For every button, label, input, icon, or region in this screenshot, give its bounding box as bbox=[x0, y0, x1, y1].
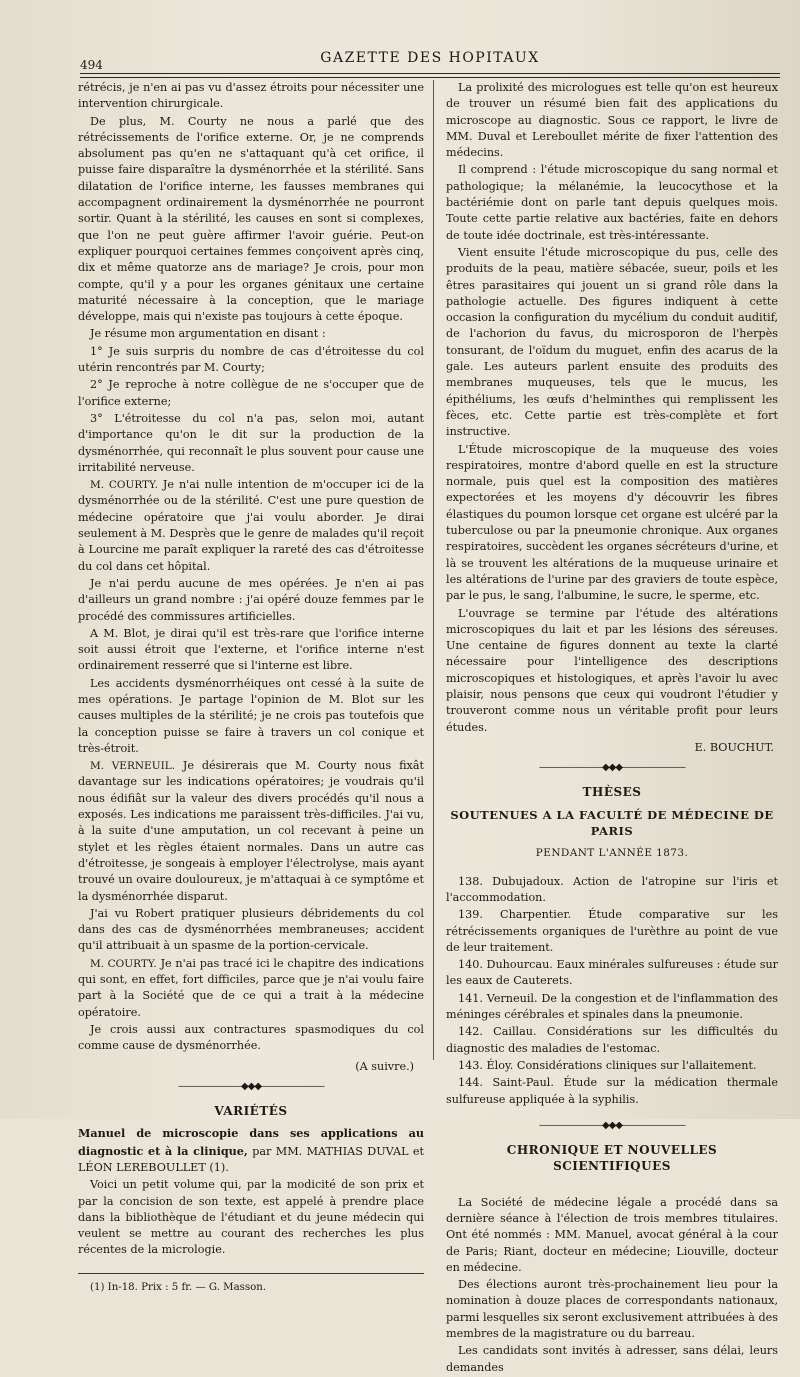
thesis-entry: 143. Éloy. Considérations cliniques sur l'allaitement. bbox=[458, 1058, 757, 1072]
paragraph: J'ai vu Robert pratiquer plusieurs débridements du col dans des cas de dysménorrhées membraneuses; accident qu'il attribuait à un spasme de la portion-cervicale. bbox=[78, 906, 424, 953]
paragraph: Je résume mon argumentation en disant : bbox=[90, 327, 326, 341]
thesis-entry: 141. Verneuil. De la congestion et de l'inflammation des méninges cérébrales et spinales dans la pneumonie. bbox=[446, 991, 778, 1022]
paragraph: La Société de médecine légale a procédé dans sa dernière séance à l'élection de trois membres titulaires. Ont été nommés : MM. Manuel, avocat général à la cour de Paris; Riant, docteur en médecine; Liouville, docteur en médecine. bbox=[446, 1195, 778, 1274]
speech-text: Je n'ai nulle intention de m'occuper ici de la dysménorrhée ou de la stérilité. C'est une pure question de médecine opératoire que j'ai voulu aborder. Je dirai seulement à M. Desprès que le genre de malades qu'il reçoit à Lourcine me paraît expliquer la rareté des cas d'étroitesse du col dans cet hôpital. bbox=[78, 478, 424, 573]
thesis-entry: 138. Dubujadoux. Action de l'atropine sur l'iris et l'accommodation. bbox=[446, 874, 778, 904]
fleuron-ornament: ———————◆◆◆——————— bbox=[177, 1080, 325, 1092]
thesis-entry: 144. Saint-Paul. Étude sur la médication thermale sulfureuse appliquée à la syphilis. bbox=[446, 1076, 778, 1106]
journal-title: GAZETTE DES HOPITAUX bbox=[320, 50, 540, 66]
paragraph: Voici un petit volume qui, par la modicité de son prix et par la concision de son texte, est appelé à prendre place dans la bibliothèque de l'étudiant et du jeune médecin qui veulent se mettre au courant des recherches les plus récentes de la micrologie. bbox=[78, 1178, 424, 1257]
speaker-name: M. COURTY. bbox=[90, 479, 158, 492]
page-header bbox=[80, 50, 780, 72]
paragraph: Je n'ai perdu aucune de mes opérées. Je n'en ai pas d'ailleurs un grand nombre : j'ai opéré douze femmes par le procédé des commissures artificielles. bbox=[78, 576, 424, 623]
thesis-entry: 140. Duhourcau. Eaux minérales sulfureuses : étude sur les eaux de Cauterets. bbox=[446, 958, 778, 988]
footnote-rule bbox=[78, 1273, 424, 1274]
footnote: (1) In-18. Prix : 5 fr. — G. Masson. bbox=[90, 1281, 267, 1293]
book-entry bbox=[78, 1125, 424, 1176]
paragraph bbox=[78, 956, 424, 1021]
speaker-name: M. COURTY. bbox=[90, 957, 157, 970]
paragraph: Des élections auront très-prochainement lieu pour la nomination à douze places de correspondants nationaux, parmi lesquelles six seront exclusivement attribuées à des membres de la magistrature ou du barreau. bbox=[446, 1278, 778, 1341]
thesis-entry: 139. Charpentier. Étude comparative sur les rétrécissements organiques de l'urèthre au point de vue de leur traitement. bbox=[446, 908, 778, 954]
header-rule bbox=[80, 77, 780, 78]
paragraph: 2° Je reproche à notre collègue de ne s'occuper que de l'orifice externe; bbox=[78, 378, 424, 408]
paragraph: Les accidents dysménorrhéiques ont cessé à la suite de mes opérations. Je partage l'opinion de M. Blot sur les causes multiples de la stérilité; je ne crois pas toutefois que la conception puisse se faire à travers un col conique et très-étroit. bbox=[78, 676, 424, 755]
paragraph: rétrécis, je n'en ai pas vu d'assez étroits pour nécessiter une intervention chirurgicale. bbox=[78, 81, 424, 111]
paragraph: A M. Blot, je dirai qu'il est très-rare que l'orifice interne soit aussi étroit que l'externe, et l'orifice interne n'est ordinairement resserré que si l'interne est libre. bbox=[78, 626, 424, 673]
section-heading-chronique: CHRONIQUE ET NOUVELLES SCIENTIFIQUES bbox=[506, 1143, 718, 1174]
speaker-name: M. VERNEUIL. bbox=[90, 760, 176, 773]
left-column bbox=[78, 80, 424, 1297]
speech-text: Je n'ai pas tracé ici le chapitre des indications qui sont, en effet, fort difficiles, parce que je n'ai voulu faire part à la Société que de ce qui a trait à la médecine opératoire. bbox=[78, 956, 425, 1019]
spacer bbox=[446, 1181, 778, 1195]
continuation-note: (A suivre.) bbox=[355, 1059, 414, 1073]
header-rule bbox=[80, 73, 780, 74]
paragraph: 3° L'étroitesse du col n'a pas, selon moi, autant d'importance qu'on le dit sur la production de la dysménorrhée, qui reconnaît le plus souvent pour cause une irritabilité nerveuse. bbox=[78, 411, 424, 474]
speech-text: Je désirerais que M. Courty nous fixât davantage sur les indications opératoires; je voudrais qu'il nous édifiât sur la valeur des divers procédés qu'il nous a exposés. Les indications me paraissent très-difficiles. J'ai vu, à la suite d'une amputation, un col recevant à peine un stylet et les règles étaient normales. Dans un autre cas d'étroitesse, je songeais à employer l'électrolyse, mais ayant trouvé un ovaire douloureux, je m'attaquai à ce symptôme et la dysménorrhée disparut. bbox=[78, 759, 425, 903]
paragraph: Les candidats sont invités à adresser, sans délai, leurs demandes bbox=[446, 1344, 778, 1374]
paragraph: La prolixité des micrologues est telle qu'on est heureux de trouver un résumé bien fait des applications du microscope au diagnostic. Sous ce rapport, le livre de MM. Duval et Lereboullet mérite de fixer l'attention des médecins. bbox=[446, 81, 778, 160]
fleuron-ornament: ———————◆◆◆——————— bbox=[538, 762, 686, 774]
paragraph bbox=[78, 477, 424, 575]
author-signature: E. BOUCHUT. bbox=[694, 740, 774, 754]
paragraph: Vient ensuite l'étude microscopique du pus, celle des produits de la peau, matière sébacée, sueur, poils et les êtres parasitaires qui jouent un si grand rôle dans la pathologie actuelle. Des figures indiquent à cette occasion la configuration du mycélium du conduit auditif, de l'achorion du favus, du microsporon de l'herpès tonsurant, de l'oïdum du muguet, enfin des acarus de la gale. Les auteurs parlent ensuite des produits des membranes muqueuses, tels que le mucus, les épithéliums, les œufs d'helminthes qui remplissent les fèces, etc. Cette partie est très-complète et fort instructive. bbox=[446, 245, 778, 439]
column-divider bbox=[433, 80, 434, 1060]
section-heading-theses: THÈSES bbox=[582, 785, 642, 800]
paragraph: De plus, M. Courty ne nous a parlé que des rétrécissements de l'orifice externe. Or, je ne comprends absolument pas qu'en ne s'attaquant qu'à cet orifice, il puisse faire disparaître la dysménorrhée et la stérilité. Sans dilatation de l'orifice interne, les fausses membranes qui accompagnent ordinairement la dysménorrhée ne pourront sortir. Quant à la stérilité, les causes en sont si complexes, que l'on ne peut guère affirmer l'avoir guérie. Peut-on expliquer pourquoi certaines femmes conçoivent après cinq, dix et même quatorze ans de mariage? Je crois, pour mon compte, qu'il y a pour les organes génitaux une certaine maturité nécessaire à la conception, que le mariage développe, mais qui n'existe pas toujours à cette époque. bbox=[78, 114, 424, 324]
paragraph: Je crois aussi aux contractures spasmodiques du col comme cause de dysménorrhée. bbox=[78, 1022, 424, 1053]
theses-subheading: SOUTENUES A LA FACULTÉ DE MÉDECINE DE PARIS bbox=[450, 807, 774, 839]
fleuron-ornament: ———————◆◆◆——————— bbox=[538, 1119, 686, 1131]
page-number: 494 bbox=[80, 58, 103, 72]
section-heading-varietes: VARIÉTÉS bbox=[214, 1104, 288, 1119]
paragraph: L'Étude microscopique de la muqueuse des voies respiratoires, montre d'abord quelle en est la structure normale, puis quel est la composition des matières expectorées et les moyens d'y découvrir les fibres élastiques du poumon lorsque cet organe est ulcéré par la tuberculose ou par la pneumonie chronique. Aux organes respiratoires, succèdent les organes sécréteurs d'urine, et là se trouvent les altérations de la muqueuse urinaire et les altérations de l'urine par des graviers de toute espèce, par le pus, le sang, l'albumine, le sucre, le sperme, etc. bbox=[446, 442, 778, 603]
paragraph bbox=[78, 758, 424, 905]
book-authors: par MM. MATHIAS DUVAL et LÉON LEREBOULLET (1). bbox=[78, 1144, 424, 1174]
theses-year: PENDANT L'ANNÉE 1873. bbox=[535, 847, 689, 860]
book-title: Manuel de microscopie dans ses applications au diagnostic et à la clinique, bbox=[78, 1126, 424, 1158]
thesis-entry: 142. Caillau. Considérations sur les difficultés du diagnostic des maladies de l'estomac. bbox=[446, 1025, 778, 1055]
paragraph: 1° Je suis surpris du nombre de cas d'étroitesse du col utérin rencontrés par M. Courty; bbox=[78, 344, 424, 375]
right-column bbox=[446, 80, 778, 1377]
paragraph: L'ouvrage se termine par l'étude des altérations microscopiques du lait et par les lésions des séreuses. Une centaine de figures donnent au texte la clarté nécessaire pour l'intelligence des descriptions microscopiques et histologiques, et après l'avoir lu avec plaisir, nous pensons que ceux qui voudront l'étudier y trouveront comme nous un véritable profit pour leurs études. bbox=[446, 606, 778, 734]
paragraph: Il comprend : l'étude microscopique du sang normal et pathologique; la mélanémie, la leucocythose et la bactériémie dont on parle tant depuis quelques mois. Toute cette partie relative aux bactéries, faite en dehors de toute idée doctrinale, est très-intéressante. bbox=[446, 163, 778, 242]
